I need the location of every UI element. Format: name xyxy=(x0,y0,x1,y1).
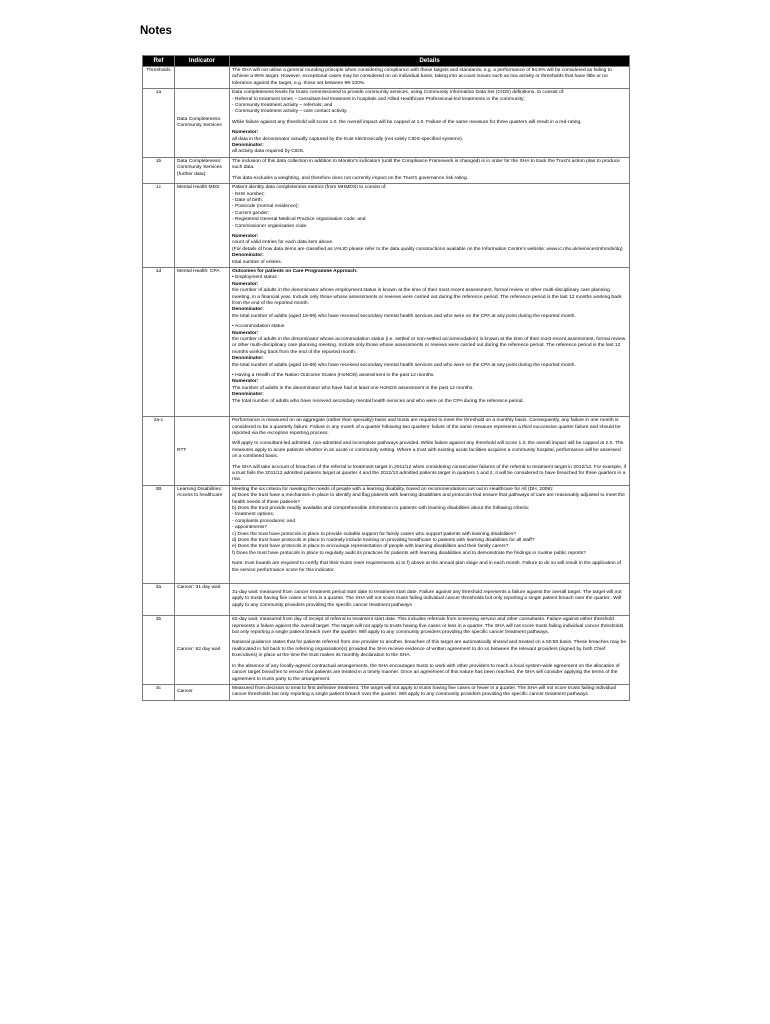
details-line: In the absence of any locally-agreed contractual arrangements, the SHA encourages trusts to work with other providers to reach a local system-wide agreement on the allocation of cancer target breaches to ensure that patients are treated in a timely manner. Once an agreement of this nature has been reached, the SHA will consider applying the terms of the agreement to trusts party to the arrangement. xyxy=(232,663,620,682)
details-paragraph xyxy=(232,130,627,156)
details-paragraph xyxy=(232,176,627,182)
row-details xyxy=(230,267,630,416)
details-line: the total number of adults (aged 18-69) who have received secondary mental health services and who were on the CPA at any point during the reported month. xyxy=(232,313,576,319)
row-ref: 2a-c xyxy=(143,417,175,486)
table-row xyxy=(143,67,630,89)
details-paragraph xyxy=(232,120,627,126)
details-line: Data completeness levels for trusts commissioned to provide community services, using Community Information Data Set (CIDS) definitions, to consist of: xyxy=(232,90,565,96)
details-paragraph xyxy=(232,664,627,683)
denominator-label: Denominator: xyxy=(232,253,264,259)
details-paragraph xyxy=(232,159,627,172)
numerator-label: Numerator: xyxy=(232,330,259,336)
row-details xyxy=(230,417,630,486)
row-details xyxy=(230,184,630,268)
table-row xyxy=(143,267,630,416)
table-row xyxy=(143,89,630,158)
column-header-details: Details xyxy=(230,56,630,67)
row-ref: 1d xyxy=(143,267,175,416)
details-line: The total number of adults who have received secondary mental health services and who were on the CPA during the reference period. xyxy=(232,398,524,404)
row-ref: 2B xyxy=(143,485,175,583)
details-line: - appointments? xyxy=(232,525,268,531)
details-line: Meeting the six criteria for meeting the needs of people with a learning disability, based on recommendations set out in Healthcare for All (DH, 2008): xyxy=(232,486,554,492)
details-line: This data excludes a weighting, and therefore does not currently impact on the Trust's governance risk rating. xyxy=(232,175,469,181)
details-paragraph xyxy=(232,441,627,460)
details-line: The number of adults in the denominator who have had at least one HoNOS assessment in the past 12 months. xyxy=(232,385,474,391)
details-paragraph xyxy=(232,234,627,266)
details-line: f) Does the trust have protocols in place to regularly audit its practices for patients with learning disabilities and to demonstrate the findings in routine public reports? xyxy=(232,550,586,556)
details-line: 31-day wait: measured from cancer treatment period start date to treatment start date. Failure against any threshold represents a failure against the overall target. The target will not apply to trusts having five cases or less in a quarter. The SHA will not score trusts failing individual cancer thresholds but only reporting a single patient breach over the quarter.. Will apply to any community providers providing the specific cancer treatment pathways xyxy=(232,590,622,608)
details-line: the number of adults in the denominator whose employment status is known at the time of their most recent assessment, formal review or other multi-disciplinary care planning meeting, in a financial year. Include only those whose assessments or reviews were carried out during the reference period. The reference period is the last 12 months working back from the end of the reported month. xyxy=(232,288,622,306)
details-line: - treatment options; xyxy=(232,512,275,518)
details-line: The SHA will take account of breaches of the referral to treatment target in 2011/12 when considering consecutive failures of the referral to treatment target in 2012/13. For example, if a trust fails the 2011/12 admitted patients target at quarter 4 and the 2012/13 admitted patients target in quarters 1 and 2, it will be considered to have breached for three quarters in a row. xyxy=(232,464,627,483)
details-line: the number of adults in the denominator whose accommodation status (i.e. settled or non-settled accommodation) is known at the time of their most recent assessment, formal review or other multi-disciplinary care planning meeting. Include only those whose assessments or reviews were carried out during the reference period. The reference period is the last 12 months working back from the end of the reported month. xyxy=(232,337,626,355)
details-line: Will apply to consultant-led admitted, non-admitted and incomplete pathways provided. While failure against any threshold will score 1.0, the overall impact will be capped at 2.0. The measures apply to acute patients whether in an acute or community setting. Where a trust with existing acute facilities acquires a community hospital, performance will be assessed on a combined basis. xyxy=(232,441,624,460)
column-header-indicator: Indicator xyxy=(175,56,230,67)
table-header-row xyxy=(143,56,630,67)
denominator-label: Denominator: xyxy=(232,392,264,398)
row-details xyxy=(230,616,630,685)
details-line: Measured from decision to treat to first definitive treatment. The target will not apply to trusts having five cases or fewer in a quarter. The SHA will not score trusts failing individual cancer thresholds but only reporting a single patient breach over the quarter. Will apply to any community providers providing the specific cancer treatment pathways. xyxy=(232,685,616,698)
table-row xyxy=(143,684,630,700)
details-line: e) Does the trust have protocols in place to encourage representation of people with learning disabilities and their family carers? xyxy=(232,544,509,550)
details-line: • Accommodation status xyxy=(232,324,285,330)
details-line: - Date of birth; xyxy=(232,197,263,203)
row-details xyxy=(230,584,630,616)
denominator-label: Denominator: xyxy=(232,143,264,149)
details-paragraph xyxy=(232,686,627,699)
details-paragraph xyxy=(232,487,627,557)
details-paragraph xyxy=(232,269,627,320)
details-line: c) Does the trust have protocols in place to provide suitable support for family carers who support patients with learning disabilities? xyxy=(232,531,517,537)
row-indicator: Cancer: 31 day wait xyxy=(175,584,230,616)
row-indicator: RTT xyxy=(175,417,230,486)
row-ref: 1a xyxy=(143,89,175,158)
table-row xyxy=(143,485,630,583)
details-line: While failure against any threshold will score 1.0, the overall impact will be capped at 1.0. Failure of the same measure for three quarters will result in a red-rating. xyxy=(232,119,582,125)
table-row xyxy=(143,616,630,685)
row-details xyxy=(230,89,630,158)
details-paragraph xyxy=(232,590,627,609)
row-indicator xyxy=(175,67,230,89)
details-paragraph xyxy=(232,465,627,484)
details-paragraph xyxy=(232,418,627,437)
numerator-label: Numerator: xyxy=(232,281,259,287)
row-details xyxy=(230,485,630,583)
details-line: - Referral to treatment times – consultant-led treatment in hospitals and Allied Healthcare Professional-led treatments in the community; xyxy=(232,96,525,102)
details-line: total number of entries. xyxy=(232,259,283,265)
details-paragraph xyxy=(232,561,627,574)
details-heading: Outcomes for patients on Care Programme Approach: xyxy=(232,268,358,274)
row-indicator: Data Completeness: Community Services xyxy=(175,89,230,158)
column-header-ref: Ref xyxy=(143,56,175,67)
row-ref: Thresholds xyxy=(143,67,175,89)
row-indicator: Learning Disabilities: Access to healthcare xyxy=(175,485,230,583)
row-ref: 3a xyxy=(143,584,175,616)
table-row xyxy=(143,584,630,616)
table-row xyxy=(143,157,630,183)
details-line: • Having a Health of the Nation Outcome Scales (HoNOS) assessment in the past 12 months. xyxy=(232,373,435,379)
details-line: - Commissioner organisation code. xyxy=(232,223,308,229)
denominator-label: Denominator: xyxy=(232,356,264,362)
details-line: - NHS number; xyxy=(232,191,265,197)
details-line: Patient identity data completeness metrics (from MHMDS) to consist of: xyxy=(232,185,387,191)
details-paragraph xyxy=(232,640,627,659)
details-line: - Registered General Medical Practice organisation code; and xyxy=(232,217,366,223)
row-ref: 1c xyxy=(143,184,175,268)
numerator-label: Numerator: xyxy=(232,233,259,239)
table-row xyxy=(143,417,630,486)
details-line: - Postcode (normal residence); xyxy=(232,204,299,210)
details-line: all data in the denominator actually captured by the trust electronically (not solely CIDS-specified systems). xyxy=(232,136,464,142)
details-line: - Community treatment activity – care contact activity. xyxy=(232,109,348,115)
notes-table xyxy=(142,55,630,701)
details-paragraph xyxy=(232,617,627,636)
details-paragraph xyxy=(232,68,627,87)
page-title: Notes xyxy=(140,25,172,37)
numerator-label: Numerator: xyxy=(232,379,259,385)
row-details xyxy=(230,157,630,183)
details-line: b) Does the trust provide readily available and comprehensible information to patients with learning disabilities about the following criteria: xyxy=(232,505,530,511)
numerator-label: Numerator: xyxy=(232,130,259,136)
details-paragraph xyxy=(232,90,627,116)
row-details xyxy=(230,684,630,700)
row-ref: 1b xyxy=(143,157,175,183)
details-line: Note: trust boards are required to certify that their trusts meet requirements a) to f) above at the annual plan stage and in each month. Failure to do so will result in the application of the service performance score for this indicator. xyxy=(232,561,622,573)
row-indicator: Cancer: 62 day wait xyxy=(175,616,230,685)
details-line: The SHA will not utilise a general rounding principle when considering compliance with these targets and standards, e.g. a performance of 94.5% will be considered as failing to achieve a 95% target. However, exceptional cases may be considered on an individual basis, taking into account issues such as low activity or thresholds that have little or no tolerance against the target, e.g. those set between 99-100%. xyxy=(232,68,612,86)
details-line: (For details of how data items are classified as VALID please refer to the data quality constructions available on the Information Centre's website: www.ic.nhs.uk/services/mhmds/dq) xyxy=(232,246,623,252)
details-line: a) Does the trust have a mechanism in place to identify and flag patients with learning disabilities and protocols that ensure that pathways of care are reasonably adjusted to meet the health needs of these patients? xyxy=(232,493,625,505)
details-line: Performance is measured on an aggregate (rather than specialty) basis and trusts are required to meet the threshold on a monthly basis. Consequently, any failure in one month is considered to be a quarterly failure. Failure in any month of a quarter following two quarters' failure of the same measure represents a third successive quarter failure and should be reported via the exception reporting process. xyxy=(232,418,621,436)
row-details xyxy=(230,67,630,89)
table-row xyxy=(143,184,630,268)
row-ref: 3b xyxy=(143,616,175,685)
details-line: - complaints procedures; and xyxy=(232,518,296,524)
row-indicator: Mental Health: CPA xyxy=(175,267,230,416)
details-line: the total number of adults (aged 18-69) who have received secondary mental health services and who were on the CPA at any point during the reported month. xyxy=(232,362,576,368)
row-ref: 3c xyxy=(143,684,175,700)
details-paragraph xyxy=(232,185,627,230)
details-line: - Community treatment activity – referrals; and xyxy=(232,103,333,109)
row-indicator: Mental Health MDS xyxy=(175,184,230,268)
details-line: d) Does the trust have protocols in place to routinely include training on providing healthcare to patients with learning disabilities for all staff? xyxy=(232,538,535,543)
details-paragraph xyxy=(232,373,627,405)
details-line: National guidance states that for patients referred from one provider to another, breaches of this target are automatically shared and treated on a 50:50 basis. These breaches may be reallocated in full back to the referring organisation(s) provided the SHA receive evidence of written agreement to do so between the relevant providers (signed by both Chief Executives) in place at the time the trust makes its monthly declaration to the SHA. xyxy=(232,640,627,659)
denominator-label: Denominator: xyxy=(232,307,264,313)
details-line: - Current gender; xyxy=(232,210,270,216)
details-paragraph xyxy=(232,324,627,369)
row-indicator: Data Completeness: Community Services (further data): xyxy=(175,157,230,183)
details-line: The inclusion of this data collection in addition to Monitor's indicators (until the Compliance Framework is changed) is in order for the SHA to track the Trust's action plan to produce such data. xyxy=(232,158,620,171)
details-line: count of valid entries for each data item above. xyxy=(232,240,334,246)
details-line: • Employment status xyxy=(232,275,277,281)
row-indicator: Cancer xyxy=(175,684,230,700)
details-line: 62-day wait: measured from day of receipt of referral to treatment start date. This includes referrals from screening service and other consultants. Failure against either threshold represents a failure against the overall target. The target will not apply to trusts having five cases or less in a quarter. The SHA will not score trusts failing individual cancer thresholds but only reporting a single patient breach over the quarter. Will apply to any community providers providing the specific cancer treatment pathways. xyxy=(232,617,624,636)
details-line: all activity data required by CIDS. xyxy=(232,149,305,155)
